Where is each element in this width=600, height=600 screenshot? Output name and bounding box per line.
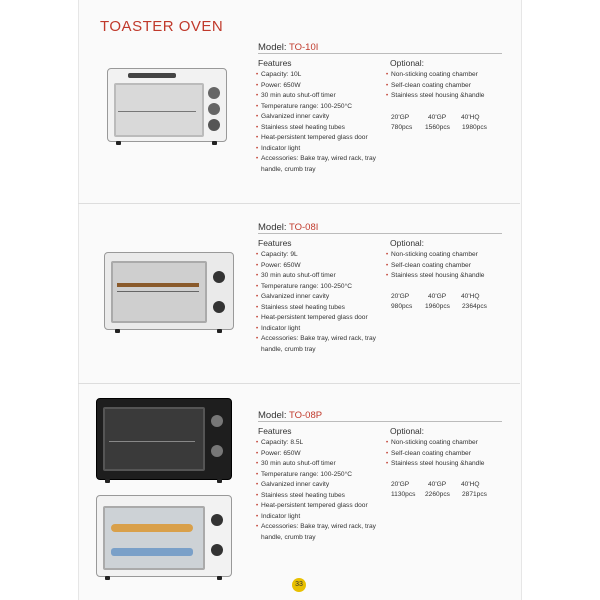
feature-item: • Galvanized inner cavity bbox=[256, 480, 384, 491]
container-label: 40'HQ bbox=[461, 481, 480, 488]
feature-item: • Capacity: 8.5L bbox=[256, 438, 384, 449]
feature-item: • Galvanized inner cavity bbox=[256, 112, 384, 123]
feature-item: • Indicator light bbox=[256, 324, 384, 335]
quantity-value: 1980pcs bbox=[462, 124, 487, 131]
model-rule bbox=[258, 53, 502, 54]
quantity-row bbox=[386, 124, 487, 131]
container-label: 20'GP bbox=[391, 293, 410, 300]
model-label: Model: bbox=[258, 410, 287, 421]
optional-list bbox=[386, 438, 516, 470]
model-code: TO-08I bbox=[288, 222, 319, 233]
quantity-row bbox=[386, 491, 487, 498]
optional-item: • Stainless steel housing &handle bbox=[386, 459, 516, 470]
features-list bbox=[256, 70, 384, 175]
section-divider bbox=[78, 203, 520, 204]
feature-item: • 30 min auto shut-off timer bbox=[256, 459, 384, 470]
container-label: 40'HQ bbox=[461, 293, 480, 300]
feature-item: • 30 min auto shut-off timer bbox=[256, 91, 384, 102]
quantity-value: 1130pcs bbox=[391, 491, 416, 498]
quantity-value: 980pcs bbox=[391, 303, 413, 310]
feature-item: • Heat-persistent tempered glass door bbox=[256, 313, 384, 324]
optional-item: • Self-clean coating chamber bbox=[386, 261, 516, 272]
feature-item: • Temperature range: 100-250°C bbox=[256, 470, 384, 481]
features-heading: Features bbox=[258, 58, 292, 68]
oven-image-to-08i bbox=[104, 252, 234, 330]
optional-item: • Non-sticking coating chamber bbox=[386, 70, 516, 81]
optional-heading: Optional: bbox=[390, 238, 425, 248]
features-list bbox=[256, 250, 384, 355]
feature-item: • Heat-persistent tempered glass door bbox=[256, 133, 384, 144]
model-rule bbox=[258, 233, 502, 234]
container-row bbox=[391, 481, 479, 488]
feature-item: • Stainless steel heating tubes bbox=[256, 491, 384, 502]
features-heading: Features bbox=[258, 426, 292, 436]
quantity-value: 1960pcs bbox=[425, 303, 450, 310]
page-number: 33 bbox=[292, 578, 306, 592]
optional-item: • Self-clean coating chamber bbox=[386, 81, 516, 92]
container-label: 20'GP bbox=[391, 114, 410, 121]
model-code: TO-08P bbox=[288, 410, 323, 421]
section-divider bbox=[78, 383, 520, 384]
container-label: 40'HQ bbox=[461, 114, 480, 121]
quantity-row bbox=[386, 303, 487, 310]
model-line bbox=[258, 42, 318, 53]
feature-item: • Capacity: 9L bbox=[256, 250, 384, 261]
feature-item: • Temperature range: 100-250°C bbox=[256, 282, 384, 293]
optional-item: • Self-clean coating chamber bbox=[386, 449, 516, 460]
feature-item: • Power: 650W bbox=[256, 261, 384, 272]
optional-heading: Optional: bbox=[390, 426, 425, 436]
feature-item: • Capacity: 10L bbox=[256, 70, 384, 81]
container-label: 40'GP bbox=[428, 481, 447, 488]
optional-item: • Stainless steel housing &handle bbox=[386, 91, 516, 102]
features-list bbox=[256, 438, 384, 543]
container-label: 20'GP bbox=[391, 481, 410, 488]
feature-item: • Indicator light bbox=[256, 144, 384, 155]
model-rule bbox=[258, 421, 502, 422]
quantity-value: 2364pcs bbox=[462, 303, 487, 310]
feature-item: • Accessories: Bake tray, wired rack, tray handle, crumb tray bbox=[256, 522, 384, 543]
container-label: 40'GP bbox=[428, 114, 447, 121]
model-line bbox=[258, 222, 318, 233]
quantity-value: 1560pcs bbox=[425, 124, 450, 131]
quantity-value: 2871pcs bbox=[462, 491, 487, 498]
feature-item: • Power: 650W bbox=[256, 81, 384, 92]
feature-item: • 30 min auto shut-off timer bbox=[256, 271, 384, 282]
optional-list bbox=[386, 250, 516, 282]
oven-image-to-08p-white bbox=[96, 495, 232, 577]
container-row bbox=[391, 114, 479, 121]
feature-item: • Stainless steel heating tubes bbox=[256, 123, 384, 134]
oven-image-to-08p-black bbox=[96, 398, 232, 480]
container-row bbox=[391, 293, 479, 300]
page-title: TOASTER OVEN bbox=[100, 18, 224, 35]
optional-item: • Non-sticking coating chamber bbox=[386, 438, 516, 449]
container-label: 40'GP bbox=[428, 293, 447, 300]
feature-item: • Heat-persistent tempered glass door bbox=[256, 501, 384, 512]
features-heading: Features bbox=[258, 238, 292, 248]
model-label: Model: bbox=[258, 222, 287, 233]
feature-item: • Power: 650W bbox=[256, 449, 384, 460]
model-label: Model: bbox=[258, 42, 287, 53]
feature-item: • Indicator light bbox=[256, 512, 384, 523]
optional-item: • Stainless steel housing &handle bbox=[386, 271, 516, 282]
quantity-value: 780pcs bbox=[391, 124, 413, 131]
feature-item: • Stainless steel heating tubes bbox=[256, 303, 384, 314]
optional-list bbox=[386, 70, 516, 102]
optional-item: • Non-sticking coating chamber bbox=[386, 250, 516, 261]
model-line bbox=[258, 410, 322, 421]
feature-item: • Accessories: Bake tray, wired rack, tray handle, crumb tray bbox=[256, 154, 384, 175]
oven-image-to-10i bbox=[107, 68, 227, 142]
quantity-value: 2260pcs bbox=[425, 491, 450, 498]
optional-heading: Optional: bbox=[390, 58, 425, 68]
model-code: TO-10I bbox=[288, 42, 319, 53]
feature-item: • Galvanized inner cavity bbox=[256, 292, 384, 303]
feature-item: • Temperature range: 100-250°C bbox=[256, 102, 384, 113]
feature-item: • Accessories: Bake tray, wired rack, tray handle, crumb tray bbox=[256, 334, 384, 355]
